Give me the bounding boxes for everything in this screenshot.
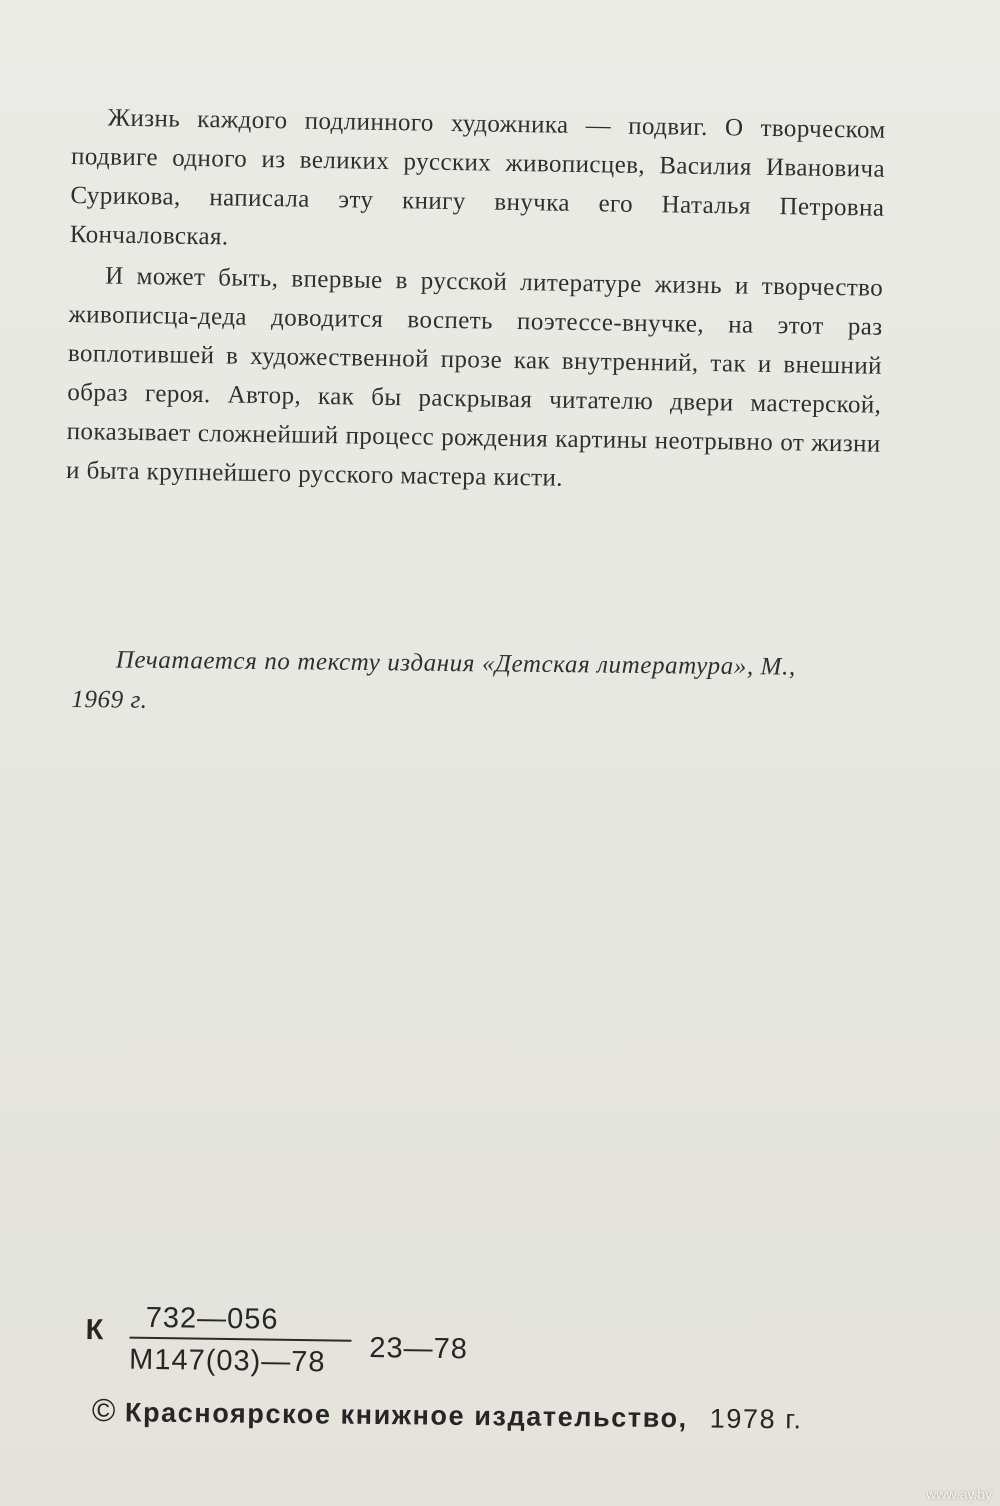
annotation-text: [66, 98, 886, 503]
source-note-line-2: 1969 г.: [71, 685, 148, 714]
catalog-suffix: 23—78: [369, 1331, 469, 1366]
annotation-paragraph-1: Жизнь каждого подлинного художника — подвиг. О творческом подвиге одного из великих русских живописцев, Василия Ивановича Сурикова, написала эту книгу внучка его Наталья Петровна Кончаловская.: [69, 104, 886, 251]
catalog-index-letter: К: [85, 1313, 104, 1347]
publisher-name: Красноярское книжное издательство,: [124, 1397, 688, 1434]
copyright-line: [92, 1392, 803, 1436]
catalog-fraction: [129, 1301, 352, 1380]
catalog-denominator: М147(03)—78: [128, 1343, 326, 1379]
watermark: www.ay.by: [926, 1486, 992, 1502]
source-note-line-1: Печатается по тексту издания «Детская литература», М.,: [115, 646, 796, 681]
publication-year: 1978 г.: [709, 1403, 803, 1435]
fraction-bar: [129, 1337, 351, 1342]
source-note: [71, 640, 912, 729]
catalog-numerator: 732—056: [145, 1301, 279, 1336]
copyright-icon: ©: [91, 1392, 118, 1429]
annotation-paragraph-2: И может быть, впервые в русской литературе жизнь и творчество живописца-деда доводится воспеть поэтессе-внучке, на этот раз воплотившей в художественной прозе как внутренний, так и внешний образ героя. Автор, как бы раскрывая читателю двери мастерской, показывает сложнейший процесс рождения картины неотрывно от жизни и быта крупнейшего русского мастера кисти.: [65, 262, 884, 492]
